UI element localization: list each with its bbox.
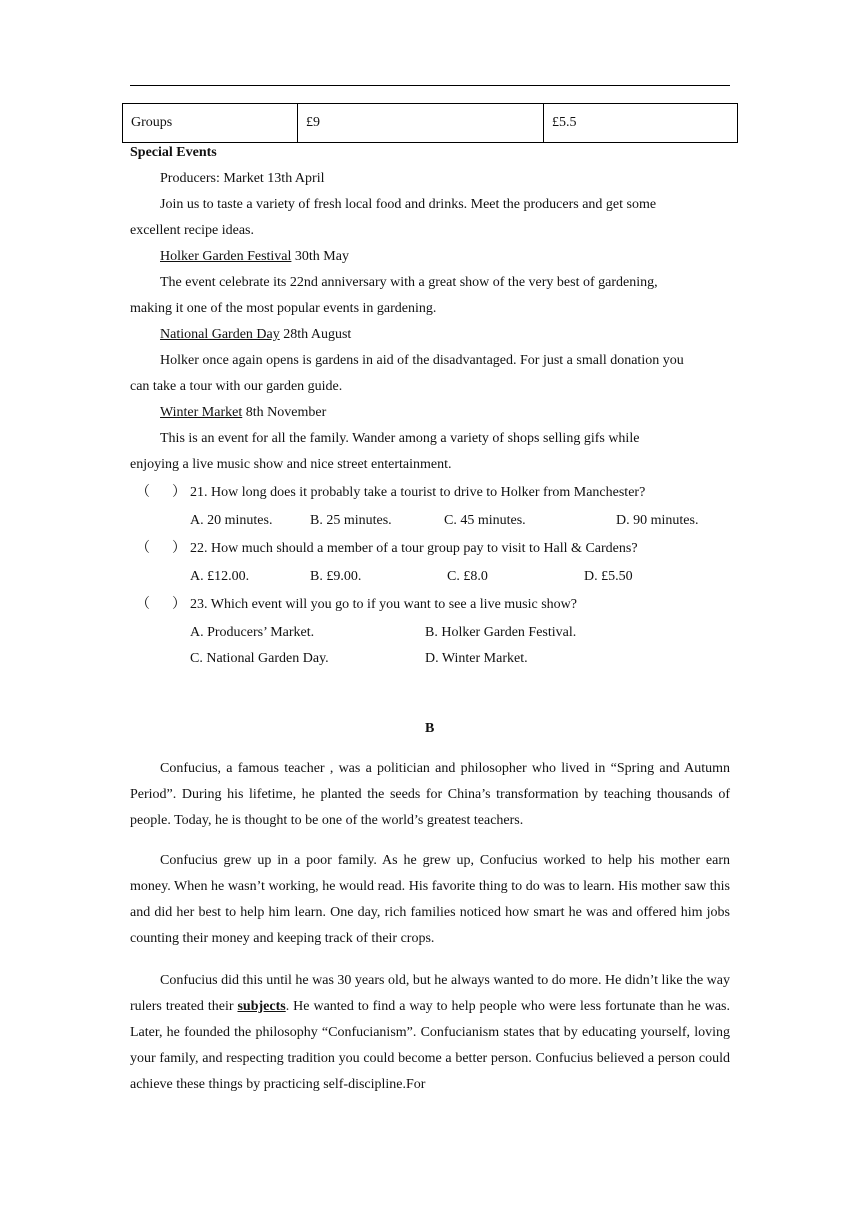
table-cell-adult-price: £9	[298, 104, 544, 143]
question-23-text: 23. Which event will you go to if you want to see a live music show?	[190, 597, 578, 612]
answer-paren-close: ）	[172, 485, 186, 500]
passage-b-paragraph-1	[130, 756, 730, 834]
special-events-heading: Special Events	[130, 145, 217, 160]
question-22-option-b: B. £9.00.	[310, 569, 362, 584]
paragraph-text-before: Confucius did this until he was 30 years old, but he always wanted to do more. He didn’t like the way rulers treated their	[130, 973, 730, 1014]
header-rule	[130, 85, 730, 86]
question-21-option-b: B. 25 minutes.	[310, 513, 392, 528]
holker-festival-name: Holker Garden Festival	[160, 249, 292, 264]
table-row	[123, 104, 738, 143]
answer-paren-close: ）	[172, 541, 186, 556]
paragraph-text: Confucius, a famous teacher , was a politician and philosopher who lived in “Spring and Autumn Period”. During his lifetime, he planted the seeds for China’s transformation by teaching thousands of people. Today, he is thought to be one of the world’s greatest teachers.	[130, 761, 730, 828]
question-21-option-c: C. 45 minutes.	[444, 513, 526, 528]
holker-desc-line-1: The event celebrate its 22nd anniversary with a great show of the very best of gardening,	[160, 275, 658, 290]
answer-paren-open: （	[136, 597, 150, 612]
table-cell-category: Groups	[123, 104, 298, 143]
question-23-option-d: D. Winter Market.	[425, 651, 528, 666]
vocab-word-subjects: subjects	[237, 999, 286, 1014]
question-21-option-d: D. 90 minutes.	[616, 513, 699, 528]
ngd-desc-line-2: can take a tour with our garden guide.	[130, 379, 343, 394]
question-23-option-c: C. National Garden Day.	[190, 651, 329, 666]
producers-desc-line-2: excellent recipe ideas.	[130, 223, 254, 238]
winter-market-name: Winter Market	[160, 405, 243, 420]
question-23-option-b: B. Holker Garden Festival.	[425, 625, 577, 640]
answer-paren-close: ）	[172, 597, 186, 612]
question-22-option-a: A. £12.00.	[190, 569, 250, 584]
holker-desc-line-2: making it one of the most popular events in gardening.	[130, 301, 437, 316]
price-table	[122, 103, 738, 143]
question-21-option-a: A. 20 minutes.	[190, 513, 273, 528]
answer-paren-open: （	[136, 541, 150, 556]
question-22-option-c: C. £8.0	[447, 569, 488, 584]
ngd-desc-line-1: Holker once again opens is gardens in aid of the disadvantaged. For just a small donation you	[160, 353, 684, 368]
national-garden-day-name: National Garden Day	[160, 327, 280, 342]
paragraph-text-after: . He wanted to find a way to help people who were less fortunate than he was. Later, he founded the philosophy “Confucianism”. Confucianism states that by educating yourself, loving your family, and respecting tradition you could become a better person. Confucius believed a person could achieve these things by practicing self-discipline.For	[130, 999, 730, 1092]
holker-festival-line	[160, 248, 349, 266]
producers-market-line: Producers: Market 13th April	[160, 171, 325, 186]
winter-desc-line-1: This is an event for all the family. Wander among a variety of shops selling gifs while	[160, 431, 640, 446]
answer-paren-open: （	[136, 485, 150, 500]
holker-festival-date: 30th May	[291, 249, 349, 264]
passage-b-paragraph-3	[130, 968, 730, 1098]
question-22-option-d: D. £5.50	[584, 569, 633, 584]
passage-b-paragraph-2	[130, 848, 730, 952]
winter-market-date: 8th November	[242, 405, 327, 420]
national-garden-day-date: 28th August	[279, 327, 352, 342]
table-cell-child-price: £5.5	[544, 104, 738, 143]
paragraph-text	[130, 968, 730, 1098]
question-22-text: 22. How much should a member of a tour group pay to visit to Hall & Cardens?	[190, 541, 638, 556]
winter-desc-line-2: enjoying a live music show and nice street entertainment.	[130, 457, 452, 472]
section-b-label: B	[425, 721, 435, 736]
producers-desc-line-1: Join us to taste a variety of fresh local food and drinks. Meet the producers and get some	[160, 197, 657, 212]
winter-market-line	[160, 404, 326, 422]
question-21-text: 21. How long does it probably take a tourist to drive to Holker from Manchester?	[190, 485, 646, 500]
question-23-option-a: A. Producers’ Market.	[190, 625, 315, 640]
paragraph-text: Confucius grew up in a poor family. As he grew up, Confucius worked to help his mother earn money. When he wasn’t working, he would read. His favorite thing to do was to learn. His mother saw this and did her best to help him learn. One day, rich families noticed how smart he was and offered him jobs counting their money and keeping track of their crops.	[130, 853, 730, 946]
national-garden-day-line	[160, 326, 351, 344]
